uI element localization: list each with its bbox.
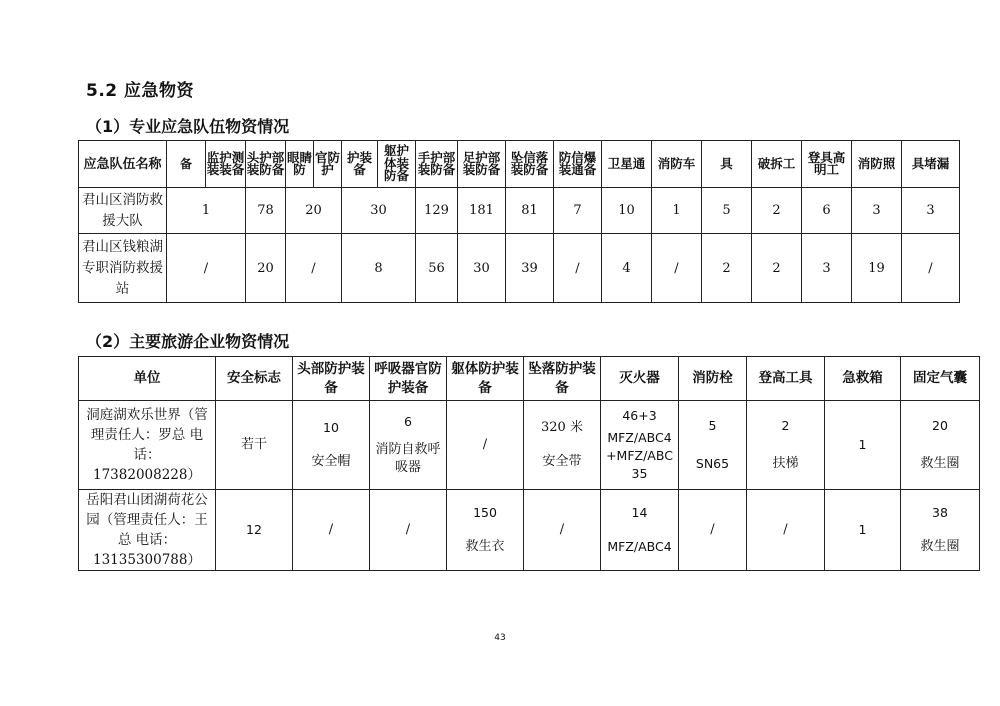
- table1-header: 护装备: [342, 141, 378, 188]
- team-name-cell: 君山区消防救援大队: [79, 188, 167, 234]
- table1-header: 躯护体装防备: [378, 141, 416, 188]
- table-cell: 78: [246, 188, 286, 234]
- table-cell: 1: [825, 401, 901, 490]
- table-row: [79, 401, 980, 490]
- table2-header: 坠落防护装备: [524, 357, 601, 401]
- table1-header: 应急队伍名称: [79, 141, 167, 188]
- table2-header: 单位: [79, 357, 216, 401]
- item-name: MFZ/ABC4 +MFZ/ABC 35: [606, 430, 673, 481]
- quantity: 46+3: [622, 408, 657, 423]
- unit-cell: 洞庭湖欢乐世界（管理责任人：罗总 电话：17382008228）: [79, 401, 216, 490]
- table-cell: /: [554, 234, 602, 303]
- table2-header-row: [79, 357, 980, 401]
- table1-header: 具堵漏: [902, 141, 960, 188]
- table1-header: 坠信落装防备: [506, 141, 554, 188]
- table1-header: 备: [167, 141, 206, 188]
- table-cell: 8: [342, 234, 416, 303]
- quantity: 5: [708, 418, 717, 433]
- table2-header: 灭火器: [601, 357, 679, 401]
- table-cell: 2: [702, 234, 752, 303]
- section-title: 5.2 应急物资: [86, 81, 195, 101]
- table-cell: [679, 401, 747, 490]
- table-cell: 5: [702, 188, 752, 234]
- table-cell: [370, 401, 447, 490]
- item-name: SN65: [695, 456, 730, 471]
- table-cell: 39: [506, 234, 554, 303]
- table1-header: 登具高明工: [802, 141, 852, 188]
- table-cell: /: [747, 490, 825, 571]
- item-name: MFZ/ABC4: [607, 539, 672, 554]
- table-cell: /: [447, 401, 524, 490]
- table-cell: 4: [602, 234, 652, 303]
- table2-header: 固定气囊: [901, 357, 980, 401]
- table-row: [79, 188, 960, 234]
- table2-header: 头部防护装备: [293, 357, 370, 401]
- table2-header: 呼吸器官防护装备: [370, 357, 447, 401]
- table-row: [79, 234, 960, 303]
- table-cell: 2: [752, 188, 802, 234]
- team-name-cell: 君山区钱粮湖专职消防救援站: [79, 234, 167, 303]
- item-name: 救生衣: [465, 539, 505, 554]
- table-cell: /: [902, 234, 960, 303]
- table-cell: 7: [554, 188, 602, 234]
- table1-header: 消防车: [652, 141, 702, 188]
- table1-header: 防信爆装通备: [554, 141, 602, 188]
- item-name: 扶梯: [772, 456, 799, 471]
- item-name: 安全带: [542, 454, 582, 469]
- table-row: [79, 490, 980, 571]
- table-cell: /: [679, 490, 747, 571]
- item-name: 救生圈: [920, 539, 960, 554]
- item-name: 安全帽: [311, 454, 351, 469]
- table-cell: [601, 490, 679, 571]
- table-cell: 1: [167, 188, 246, 234]
- table-cell: 81: [506, 188, 554, 234]
- subsection-title-2: （2）主要旅游企业物资情况: [86, 332, 290, 351]
- table-cell: /: [286, 234, 342, 303]
- table-cell: 20: [286, 188, 342, 234]
- table-cell: 1: [825, 490, 901, 571]
- quantity: 2: [781, 418, 790, 433]
- table-cell: /: [293, 490, 370, 571]
- table1-header: 眼睛防: [286, 141, 314, 188]
- table2-header: 消防栓: [679, 357, 747, 401]
- table-cell: 181: [458, 188, 506, 234]
- table-cell: 30: [458, 234, 506, 303]
- table1-header: 消防照: [852, 141, 902, 188]
- table1-header: 手护部装防备: [416, 141, 458, 188]
- table-cell: 19: [852, 234, 902, 303]
- table1-header: 监护测装装备: [206, 141, 246, 188]
- table1-header-row: [79, 141, 960, 188]
- table-cell: /: [167, 234, 246, 303]
- subsection-title-1: （1）专业应急队伍物资情况: [86, 117, 290, 136]
- item-name: 消防自救呼吸器: [375, 442, 441, 475]
- table-cell: [747, 401, 825, 490]
- table-cell: 2: [752, 234, 802, 303]
- page-number: 43: [494, 633, 506, 643]
- table1-header: 破拆工: [752, 141, 802, 188]
- table1-header: 卫星通: [602, 141, 652, 188]
- quantity: 38: [932, 505, 948, 520]
- table-cell: [601, 401, 679, 490]
- quantity: 150: [473, 505, 497, 520]
- unit-cell: 岳阳君山团湖荷花公园（管理责任人：王总 电话：13135300788）: [79, 490, 216, 571]
- table-cell: 3: [802, 234, 852, 303]
- quantity: 20: [932, 418, 948, 433]
- table1-header: 具: [702, 141, 752, 188]
- quantity: 320 米: [541, 420, 583, 435]
- table2-header: 登高工具: [747, 357, 825, 401]
- table-cell: 12: [216, 490, 293, 571]
- team-materials-table: [78, 140, 960, 303]
- table1-header: 官防护: [314, 141, 342, 188]
- table1-header: 头护部装防备: [246, 141, 286, 188]
- table-cell: /: [652, 234, 702, 303]
- table2-header: 急救箱: [825, 357, 901, 401]
- table-cell: 3: [902, 188, 960, 234]
- table-cell: 56: [416, 234, 458, 303]
- table-cell: [901, 490, 980, 571]
- table-cell: 30: [342, 188, 416, 234]
- table-cell: 20: [246, 234, 286, 303]
- table-cell: 1: [652, 188, 702, 234]
- quantity: 14: [631, 505, 648, 520]
- table-cell: 10: [602, 188, 652, 234]
- table-cell: [901, 401, 980, 490]
- table-cell: 3: [852, 188, 902, 234]
- table-cell: /: [370, 490, 447, 571]
- item-name: 救生圈: [920, 456, 960, 471]
- table-cell: [447, 490, 524, 571]
- table-cell: [293, 401, 370, 490]
- table-cell: 若干: [216, 401, 293, 490]
- table-cell: /: [524, 490, 601, 571]
- quantity: 6: [404, 414, 412, 429]
- table2-header: 躯体防护装备: [447, 357, 524, 401]
- table1-header: 足护部装防备: [458, 141, 506, 188]
- quantity: 10: [323, 420, 339, 435]
- tourism-enterprise-materials-table: [78, 356, 980, 571]
- table-cell: [524, 401, 601, 490]
- table-cell: 6: [802, 188, 852, 234]
- table-cell: 129: [416, 188, 458, 234]
- table2-header: 安全标志: [216, 357, 293, 401]
